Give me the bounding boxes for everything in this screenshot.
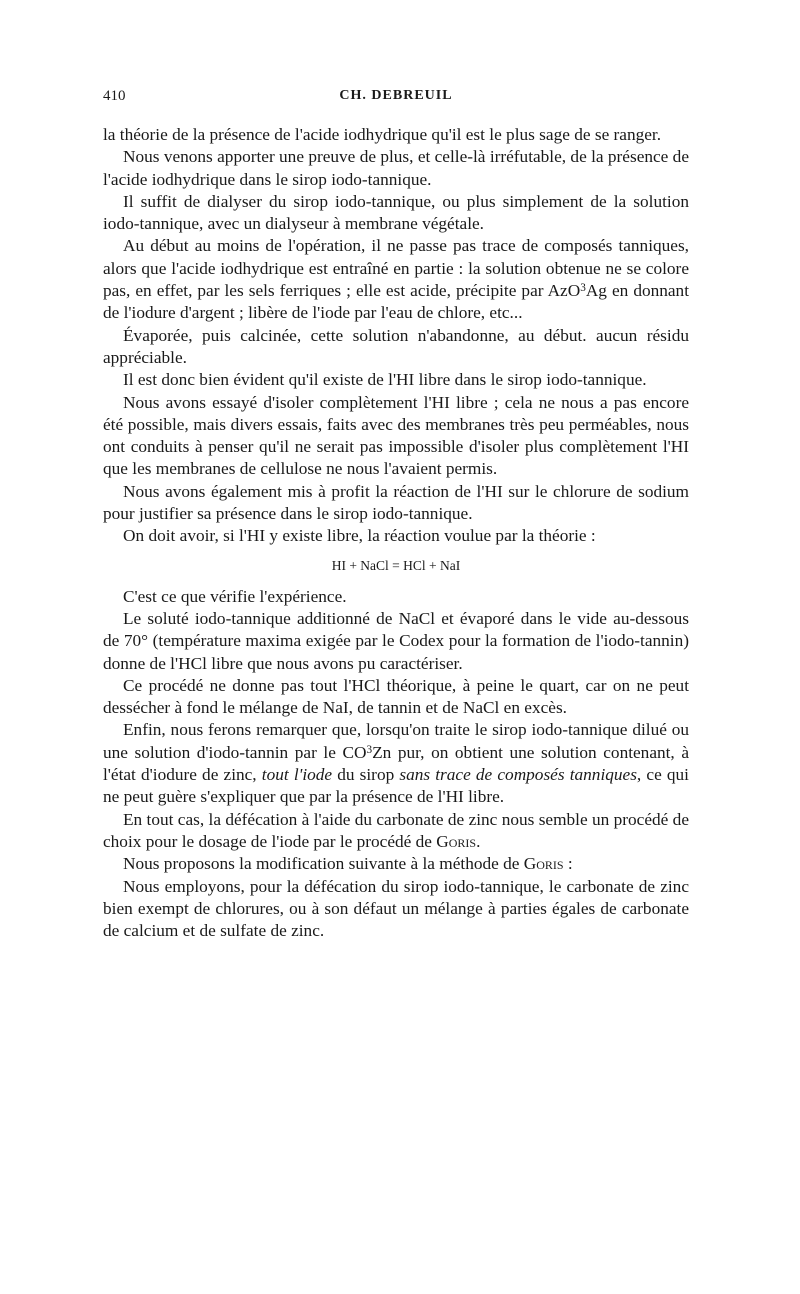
paragraph: Nous avons essayé d'isoler complètement l'HI libre ; cela ne nous a pas encore été possible, mais divers essais, faits avec des membranes très peu perméables, nous ont conduits à penser qu'il ne serait pas impossible d'isoler plus complètement l'HI que les membranes de cellulose ne nous l'avaient permis. bbox=[103, 392, 689, 479]
paragraph: Il suffit de dialyser du sirop iodo-tannique, ou plus simplement de la solution iodo-tannique, avec un dialyseur à membrane végétale. bbox=[103, 191, 689, 234]
italic-text: sans trace de composés tanniques bbox=[399, 765, 637, 785]
chemical-equation: HI + NaCl = HCl + NaI bbox=[331, 557, 461, 573]
paragraph: Nous venons apporter une preuve de plus, et celle-là irréfutable, de la présence de l'acide iodhydrique dans le sirop iodo-tannique. bbox=[103, 147, 689, 189]
paragraph: On doit avoir, si l'HI y existe libre, la réaction voulue par la théorie : bbox=[123, 526, 596, 546]
paragraph bbox=[103, 235, 689, 324]
superscript: 3 bbox=[580, 282, 586, 295]
paragraph bbox=[103, 853, 689, 875]
paragraph: Nous avons également mis à profit la réaction de l'HI sur le chlorure de sodium pour justifier sa présence dans le sirop iodo-tannique. bbox=[103, 481, 689, 524]
page bbox=[103, 88, 689, 942]
text-run: , ce qui ne peut guère s'expliquer que par la présence de l'HI libre. bbox=[103, 765, 689, 807]
page-number: 410 bbox=[103, 88, 126, 104]
text-run: du sirop bbox=[332, 765, 400, 785]
italic-text: tout l'iode bbox=[261, 765, 333, 785]
text-run: : bbox=[563, 854, 573, 874]
text-run: En tout cas, la défécation à l'aide du carbonate de zinc nous semble un procédé de choix pour le dosage de l'iode par le procédé de bbox=[103, 809, 689, 851]
paragraph: Ce procédé ne donne pas tout l'HCl théorique, à peine le quart, car on ne peut dessécher à fond le mélange de NaI, de tannin et de NaCl en excès. bbox=[103, 675, 689, 718]
running-title: CH. DEBREUIL bbox=[339, 88, 453, 103]
text-run: Nous proposons la modification suivante à la méthode de bbox=[123, 854, 524, 874]
paragraph: Nous employons, pour la défécation du sirop iodo-tannique, le carbonate de zinc bien exempt de chlorures, ou à son défaut un mélange à parties égales de carbonate de calcium et de sulfate de zinc. bbox=[103, 876, 689, 941]
text-run: . bbox=[476, 831, 481, 851]
text-run: Zn pur, on obtient une solution contenant, à l'état d'iodure de zinc, bbox=[103, 742, 689, 785]
text-run: Enfin, nous ferons remarquer que, lorsqu'on traite le sirop iodo-tannique dilué ou une solution d'iodo-tannin par le CO bbox=[103, 720, 689, 762]
author-name: Goris bbox=[436, 831, 477, 851]
paragraph: Il est donc bien évident qu'il existe de l'HI libre dans le sirop iodo-tannique. bbox=[123, 370, 647, 390]
text-run: Ag en donnant de l'iodure d'argent ; libère de l'iode par l'eau de chlore, etc... bbox=[103, 281, 689, 323]
superscript: 3 bbox=[366, 743, 373, 756]
paragraph: Le soluté iodo-tannique additionné de NaCl et évaporé dans le vide au-dessous de 70° (température maxima exigée par le Codex pour la formation de l'iodo-tannin) donne de l'HCl libre que nous avons pu caractériser. bbox=[103, 608, 689, 673]
body-text bbox=[103, 124, 689, 942]
author-name: Goris bbox=[523, 854, 564, 874]
page-header bbox=[103, 88, 689, 110]
text-run: Au début au moins de l'opération, il ne passe pas trace de composés tanniques, alors que l'acide iodhydrique est entraîné en partie : la solution obtenue ne se colore pas, en effet, par les sels ferriques ; elle est acide, précipite par AzO bbox=[103, 236, 689, 301]
paragraph bbox=[103, 809, 689, 854]
paragraph: Évaporée, puis calcinée, cette solution n'abandonne, au début. aucun résidu appréciable. bbox=[103, 325, 689, 367]
paragraph bbox=[103, 719, 689, 808]
paragraph: C'est ce que vérifie l'expérience. bbox=[123, 586, 347, 606]
paragraph-continued: la théorie de la présence de l'acide iodhydrique qu'il est le plus sage de se ranger. bbox=[103, 125, 662, 144]
